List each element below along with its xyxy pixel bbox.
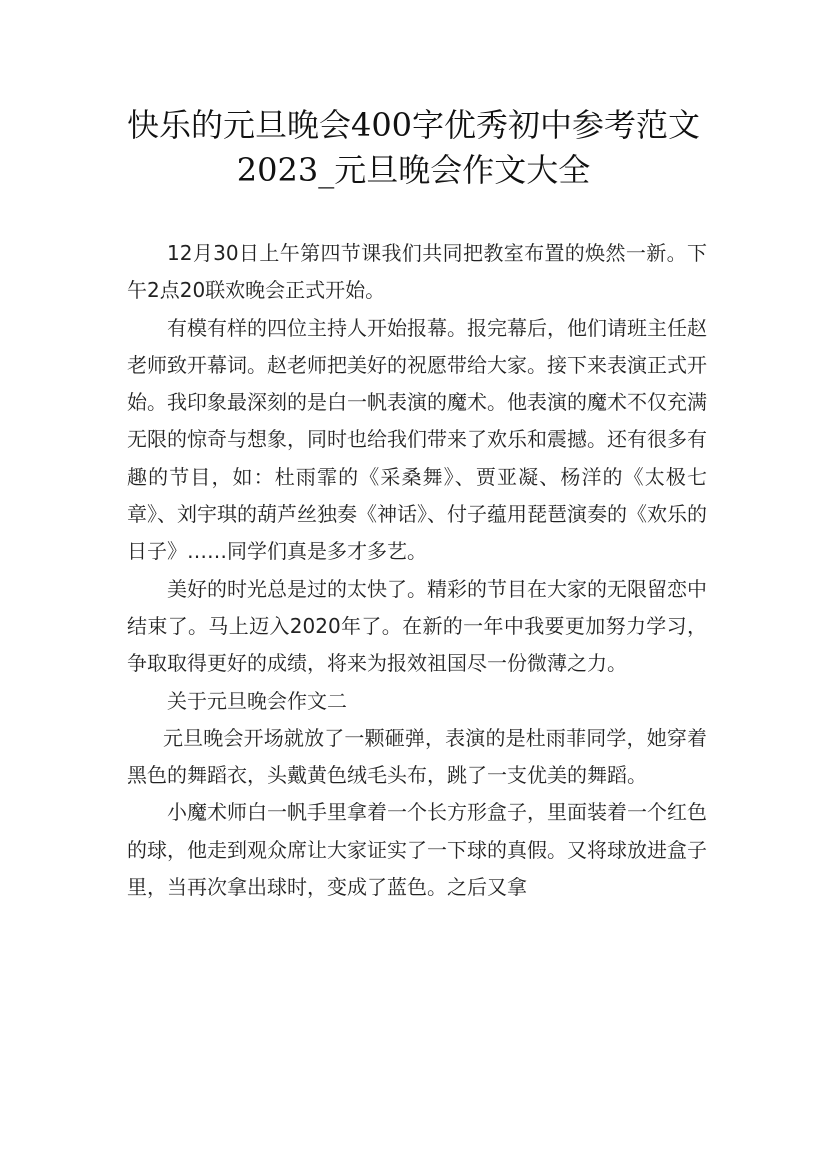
paragraph-1: 12月30日上午第四节课我们共同把教室布置的焕然一新。下午2点20联欢晚会正式开始。 — [127, 241, 707, 303]
paragraph-2: 有模有样的四位主持人开始报幕。报完幕后，他们请班主任赵老师致开幕词。赵老师把美好的祝愿带给大家。接下来表演正式开始。我印象最深刻的是白一帆表演的魔术。他表演的魔术不仅充满无限的惊奇与想象，同时也给我们带来了欢乐和震撼。还有很多有趣的节目，如：杜雨霏的《采桑舞》、贾亚凝、杨洋的《太极七章》、刘宇琪的葫芦丝独奏《神话》、付子蕴用琵琶演奏的《欢乐的日子》……同学们真是多才多艺。 — [127, 315, 707, 564]
title-line-1: 快乐的元旦晚会400字优秀初中参考范文 — [126, 106, 701, 144]
paragraph-3: 美好的时光总是过的太快了。精彩的节目在大家的无限留恋中结束了。马上迈入2020年了。在新的一年中我要更加努力学习，争取取得更好的成绩，将来为报效祖国尽一份微薄之力。 — [127, 576, 707, 676]
title-line-2: 2023_元旦晚会作文大全 — [236, 151, 591, 189]
document-title — [100, 103, 727, 193]
document-body — [127, 235, 707, 906]
paragraph-4: 元旦晚会开场就放了一颗砸弹，表演的是杜雨菲同学，她穿着黑色的舞蹈衣，头戴黄色绒毛头布，跳了一支优美的舞蹈。 — [127, 725, 707, 788]
section-heading: 关于元旦晚会作文二 — [167, 688, 347, 713]
paragraph-5: 小魔术师白一帆手里拿着一个长方形盒子，里面装着一个红色的球，他走到观众席让大家证实了一下球的真假。又将球放进盒子里，当再次拿出球时，变成了蓝色。之后又拿 — [127, 800, 707, 900]
